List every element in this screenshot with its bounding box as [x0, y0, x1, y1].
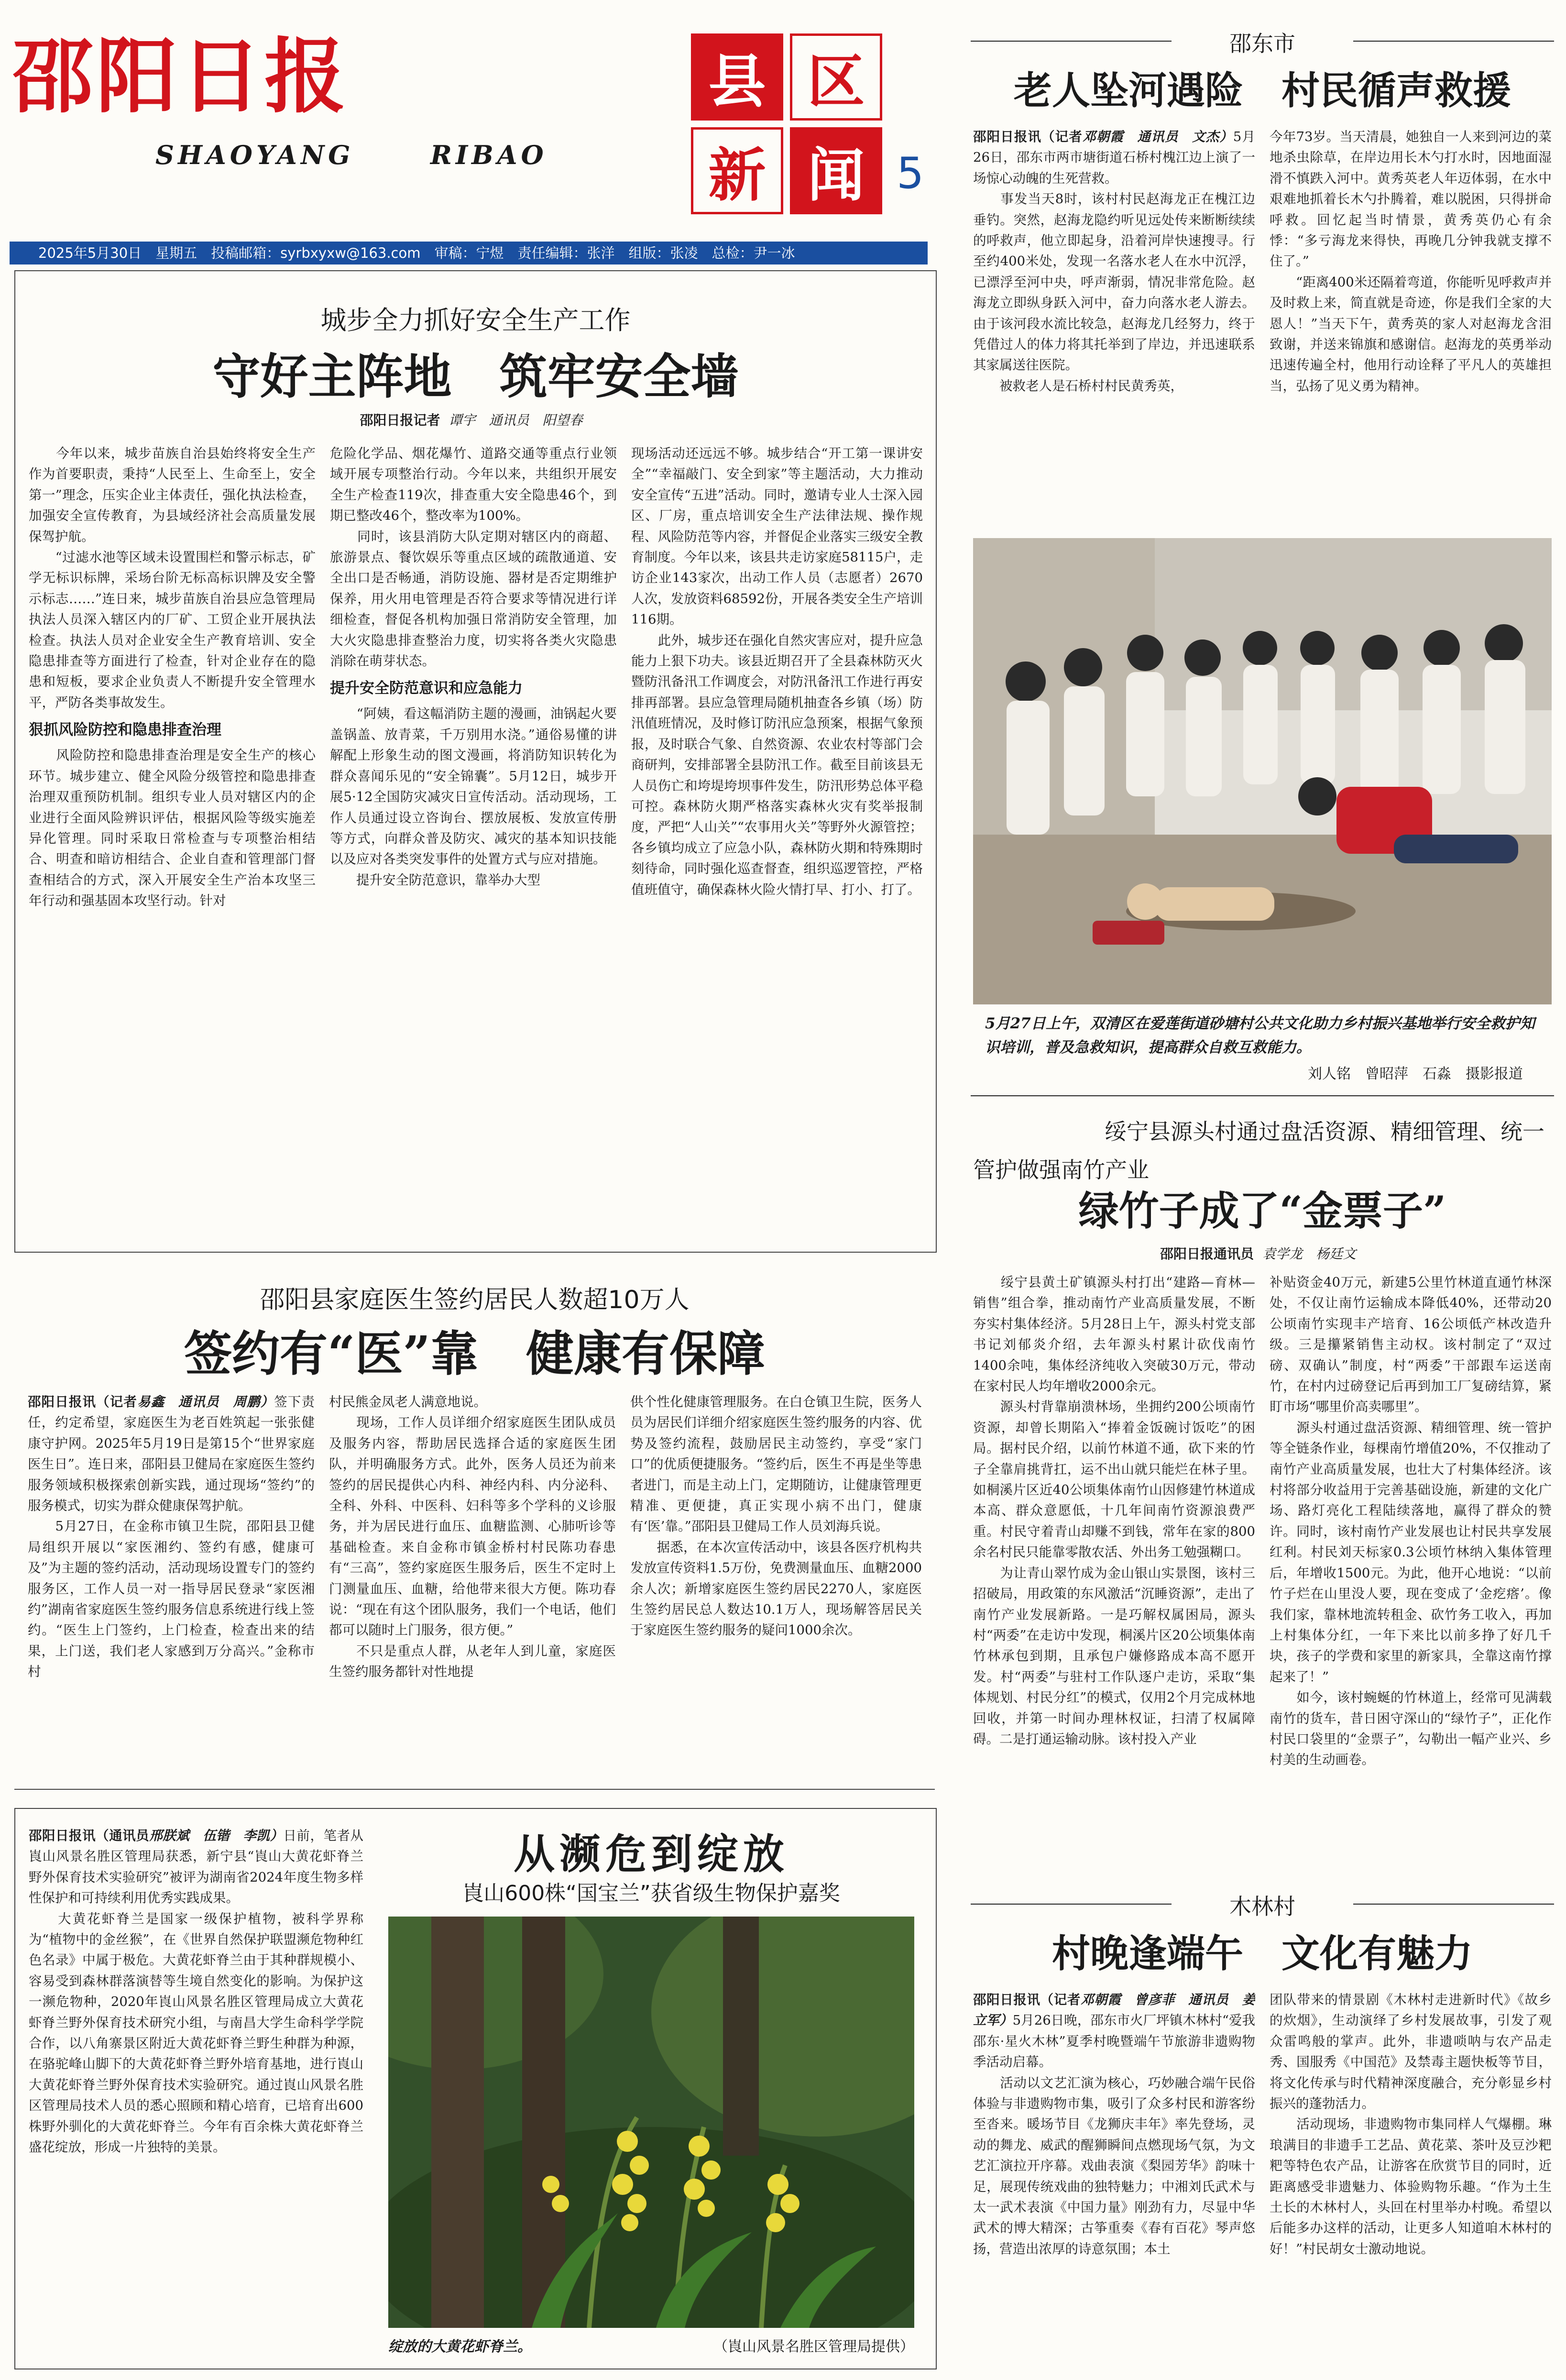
photo-first-aid	[973, 538, 1552, 1004]
article-safety-byline	[15, 410, 936, 429]
byline-label: 邵阳日报讯（记者	[973, 129, 1083, 144]
byline-label: 邵阳日报通讯员	[1160, 1246, 1254, 1262]
body-text	[29, 1826, 363, 2158]
orchid-caption-row	[388, 2335, 914, 2359]
article-orchid-subhead: 崀山600株“国宝兰”获省级生物保护嘉奖	[462, 1881, 840, 1906]
body-text: 团队带来的情景剧《木林村走进新时代》《故乡的炊烟》，生动演绎了乡村发展故事，引发了观众雷鸣般的掌声。此外，非遗唢呐与农产品走秀、国服秀《中国范》及禁毒主题快板等节目，将文化传承与时代精神深度融合，充分彰显乡村振兴的蓬勃活力。 活动现场，非遗购物市集同样人气爆棚。琳琅满目的非遗手工艺品、黄花菜、茶叶及豆沙粑粑等特色农产品，让游客在欣赏节目的同时，近距离感受非遗魅力、体验购物乐趣。“作为土生土长的木林村人，头回在村里举办村晚。希望以后能多办这样的活动，让更多人知道咱木林村的好！”村民胡女士激动地说。	[1270, 1992, 1552, 2257]
masthead-title: 邵阳日报	[12, 29, 349, 124]
first-aid-caption: 5月27日上午，双清区在爱莲街道砂塘村公共文化助力乡村振兴基地举行安全救护知识培训，普及急救知识，提高群众自救互救能力。	[985, 1015, 1535, 1056]
article-orchid-col	[29, 1826, 363, 2357]
section-char-4: 闻	[790, 127, 882, 214]
article-bamboo-headline: 绿竹子成了“金票子”	[1078, 1187, 1446, 1234]
byline-names: 邢朕斌 伍锴 李凯）	[149, 1828, 284, 1843]
masthead-pinyin-2: RIBAO	[430, 140, 548, 170]
byline-label: 邵阳日报记者	[360, 412, 440, 428]
section-char-3: 新	[691, 127, 783, 214]
info-bar-text: 2025年5月30日 星期五 投稿邮箱：syrbxyxw@163.com 审稿：宁煜 责任编辑：张洋 组版：张凌 总检：尹一冰	[38, 245, 795, 261]
section-block	[691, 33, 882, 209]
body-text: 绥宁县黄土矿镇源头村打出“建路—育林—销售”组合拳，推动南竹产业高质量发展，不断夯实村集体经济。5月28日上午，源头村党支部书记刘郁炎介绍，去年源头村累计砍伐南竹1400余吨，集体经济纯收入突破30万元，带动在家村民人均年增收2000余元。 源头村背靠崩溃林场，坐拥约200公顷南竹资源，却曾长期陷入“捧着金饭碗讨饭吃”的困局。据村民介绍，以前竹林道不通，砍下来的竹子全靠肩挑背扛，运不出山就只能烂在林子里。如桐溪片区近40公顷集体南竹山因修建竹林道成本高、群众意愿低，十几年间南竹资源浪费严重。村民守着青山却赚不到钱，常年在家的800余名村民只能靠零散农活、外出务工勉强糊口。 为让青山翠竹成为金山银山实景图，该村三招破局，用政策的东风激活“沉睡资源”，走出了南竹产业发展新路。一是巧解权属困局，源头村“两委”在走访中发现，桐溪片区20公顷集体南竹林承包到期，且承包户嫌修路成本高不愿开发。村“两委”与驻村工作队逐户走访，采取“集体规划、村民分红”的模式，仅用2个月完成林地回收，并第一时间办理林权证，扫清了权属障碍。二是打通运输动脉。该村投入产业	[973, 1275, 1255, 1747]
article-bamboo-kicker-1: 绥宁县源头村通过盘活资源、精细管理、统一	[1105, 1119, 1544, 1145]
body-text: 今年以来，城步苗族自治县始终将安全生产作为首要职责，秉持“人民至上、生命至上，安全第一”理念，压实企业主体责任，强化执法检查，加强安全宣传教育，为县域经济社会高质量发展保驾护航。 “过滤水池等区域未设置围栏和警示标志，矿学无标识标牌，采场台阶无标高标识牌及安全警示标志……”连日来，城步苗族自治县应急管理局执法人员深入辖区内的厂矿、工贸企业开展执法检查。执法人员对企业安全生产教育培训、安全隐患排查等方面进行了检查，针对企业存在的隐患和短板，要求企业负责人不断提升安全管理水平，严防各类事故发生。	[29, 446, 316, 710]
byline-label: 邵阳日报讯（记者	[973, 1992, 1081, 2007]
first-aid-credit: 刘人铭 曾昭萍 石淼 摄影报道	[1308, 1066, 1523, 1082]
article-safety-col-3	[631, 443, 923, 1247]
article-safety-col-1	[29, 443, 316, 1247]
article-bamboo-kicker-2: 管护做强南竹产业	[973, 1157, 1149, 1183]
body-text-lead: 签下责任，约定希望，家庭医生为老百姓筑起一张张健康守护网。2025年5月19日是第15个“世界家庭医生日”。连日来，邵阳县卫健局在家庭医生签约服务领域积极探索创新实践，通过现场“签约”的服务模式，切实为群众健康保驾护航。 5月27日，在金称市镇卫生院，邵阳县卫健局组织开展以“家医湘约、签约有感，健康可及”为主题的签约活动，活动现场设置专门的签约服务区，工作人员一对一指导居民登录“家医湘约”湖南省家庭医生签约服务信息系统进行线上签约。“医生上门签约，上门检查，检查出来的结果，上门送，我们老人家感到万分高兴。”金称市村	[28, 1394, 315, 1680]
byline-names: 谭宇 通讯员 阳望春	[449, 412, 583, 428]
section-tag-shaodong	[971, 26, 1554, 55]
body-text	[28, 1392, 315, 1683]
article-safety-col-2	[330, 443, 617, 1247]
article-family-doctor-col-2	[329, 1392, 616, 1774]
orchid-photo	[388, 1917, 914, 2328]
masthead-pinyin-1: SHAOYANG	[155, 140, 354, 170]
article-orchid	[14, 1808, 937, 2369]
article-rescue-col-1	[973, 127, 1255, 509]
article-family-doctor-col-3	[630, 1392, 922, 1774]
article-village-gala-col-1	[973, 1990, 1255, 2372]
orchid-caption: 绽放的大黄花虾脊兰。	[388, 2338, 532, 2355]
body-text-lead: 5月26日，邵东市两市塘街道石桥村槐江边上演了一场惊心动魄的生死营救。 事发当天8时，该村村民赵海龙正在槐江边垂钓。突然，赵海龙隐约听见远处传来断断续续的呼救声，他立即起身，沿着河岸快速搜寻。行至约400米处，发现一名落水老人在水中沉浮，已漂浮至河中央，呼声渐弱，情况非常危险。赵海龙立即纵身跃入河中，奋力向落水老人游去。由于该河段水流比较急，赵海龙几经努力，终于凭借过人的体力将其托举到了岸边，并迅速联系其家属送往医院。 被救老人是石桥村村民黄秀英，	[973, 129, 1255, 394]
article-rescue-col-2	[1270, 127, 1552, 509]
section-char-1: 县	[691, 33, 783, 121]
subheading: 提升安全防范意识和应急能力	[330, 680, 523, 697]
body-text: “阿姨，看这幅消防主题的漫画，油锅起火要盖锅盖、放青菜，千万别用水浇。”通俗易懂的讲解配上形象生动的图文漫画，将消防知识转化为群众喜闻乐见的“安全锦囊”。5月12日，城步开展5·12全国防灾减灾日宣传活动。活动现场，工作人员通过设立咨询台、摆放展板、发放宣传册等方式，向群众普及防灾、减灾的基本知识技能以及应对各类突发事件的处置方式与应对措施。 提升安全防范意识，靠举办大型	[330, 706, 617, 888]
byline-names: 邓朝霞 通讯员 文杰）	[1083, 129, 1233, 144]
article-bamboo-byline	[971, 1244, 1554, 1263]
body-text-lead: 日前，笔者从崀山风景名胜区管理局获悉，新宁县“崀山大黄花虾脊兰野外保育技术实验研究”被评为湖南省2024年度生物多样性保护和可持续利用优秀实践成果。 大黄花虾脊兰是国家一级保护植物，被科学界称为“植物中的金丝猴”，在《世界自然保护联盟濒危物种红色名录》中属于极危。大黄花虾脊兰由于其种群规模小、容易受到森林群落演替等生境自然变化的影响。为保护这一濒危物种，2020年崀山风景名胜区管理局成立大黄花虾脊兰野外保育技术研究小组，与南昌大学生命科学学院合作，以八角寨景区附近大黄花虾脊兰野生种群为种源，在骆驼峰山脚下的大黄花虾脊兰野外培育基地，进行崀山大黄花虾脊兰野外保育技术实验研究。通过崀山风景名胜区管理局技术人员的悉心照顾和精心培育，已培育出600株野外驯化的大黄花虾脊兰。今年有百余株大黄花虾脊兰盛花绽放，形成一片独特的美景。	[29, 1828, 363, 2155]
byline-names: 袁学龙 杨廷文	[1262, 1246, 1357, 1262]
article-safety	[14, 270, 937, 1253]
article-village-gala-headline: 村晚逢端午 文化有魅力	[1052, 1931, 1473, 1976]
section-char-2: 区	[790, 33, 882, 121]
orchid-credit: （崀山风景名胜区管理局提供）	[713, 2338, 914, 2355]
section-tag-label: 木林村	[1229, 1894, 1295, 1919]
byline-names: 邓朝霞 曾彦菲 通讯员 姜立军）	[973, 1992, 1255, 2028]
body-text	[973, 1990, 1255, 2259]
body-text: 危险化学品、烟花爆竹、道路交通等重点行业领域开展专项整治行动。今年以来，共组织开展安全生产检查119次，排查重大安全隐患46个，到期已整改46个，整改率为100%。 同时，该县消防大队定期对辖区内的商超、旅游景点、餐饮娱乐等重点区域的疏散通道、安全出口是否畅通，消防设施、器材是否定期维护保养，用火用电管理是否符合要求等情况进行详细检查，督促各机构加强日常消防安全管理，加大火灾隐患排查整治力度，切实将各类火灾隐患消除在萌芽状态。	[330, 446, 617, 669]
byline-label: 邵阳日报讯（记者	[28, 1394, 137, 1410]
first-aid-photo-image	[973, 538, 1552, 1004]
article-orchid-headline: 从濒危到绽放	[514, 1830, 789, 1878]
body-text	[973, 127, 1255, 397]
body-text: 供个性化健康管理服务。在白仓镇卫生院，医务人员为居民们详细介绍家庭医生签约服务的内容、优势及签约流程，鼓励居民主动签约，享受“家门口”的优质便捷服务。“签约后，医生不再是坐等患者进门，而是主动上门，定期随访，让健康管理更精准、更便捷，真正实现小病不出门，健康有‘医’靠。”邵阳县卫健局工作人员刘海兵说。 据悉，在本次宣传活动中，该县各医疗机构共发放宣传资料1.5万份，免费测量血压、血糖2000余人次；新增家庭医生签约居民2270人，家庭医生签约居民总人数达10.1万人，现场解答居民关于家庭医生签约服务的疑问1000余次。	[630, 1394, 922, 1638]
article-family-doctor	[14, 1263, 935, 1790]
section-tag-mulin	[971, 1889, 1554, 1918]
body-text: 补贴资金40万元，新建5公里竹林道直通竹林深处，不仅让南竹运输成本降低40%，还带动20公顷南竹实现丰产培育、16公顷低产林改造升级。三是攥紧销售主动权。该村制定了“双过磅、双确认”制度，村“两委”干部跟车运送南竹，在村内过磅登记后再到加工厂复磅结算，紧盯市场“哪里价高卖哪里”。 源头村通过盘活资源、精细管理、统一管护等全链条作业，每棵南竹增值20%，不仅推动了南竹产业高质量发展，也壮大了村集体经济。该村将部分收益用于完善基础设施，新建的文化广场、路灯亮化工程陆续落地，赢得了群众的赞许。同时，该村南竹产业发展也让村民共享发展红利。村民刘天标家0.3公顷竹林纳入集体管理后，年增收1500元。为此，他开心地说：“以前竹子烂在山里没人要，现在变成了‘金疙瘩’。像我们家，靠林地流转租金、砍竹务工收入，再加上村集体分红，一年下来比以前多挣了好几千块，孩子的学费和家里的新家具，全靠这南竹撑起来了！” 如今，该村蜿蜒的竹林道上，经常可见满载南竹的货车，昔日困守深山的“绿竹子”，正化作村民口袋里的“金票子”，勾勒出一幅产业兴、乡村美的生动画卷。	[1270, 1275, 1552, 1768]
article-rescue-headline: 老人坠河遇险 村民循声救援	[1014, 68, 1511, 113]
info-bar	[10, 242, 928, 264]
subheading: 狠抓风险防控和隐患排查治理	[29, 721, 221, 739]
article-safety-kicker: 城步全力抓好安全生产工作	[320, 305, 631, 335]
body-text-lead: 5月26日晚，邵东市火厂坪镇木林村“爱我邵东·星火木林”夏季村晚暨端午节旅游非遗购物季活动启幕。 活动以文艺汇演为核心，巧妙融合端午民俗体验与非遗购物市集，吸引了众多村民和游客纷至沓来。暖场节目《龙狮庆丰年》率先登场，灵动的舞龙、威武的醒狮瞬间点燃现场气氛，为文艺汇演拉开序幕。戏曲表演《梨园芳华》韵味十足，展现传统戏曲的独特魅力；中湘刘氏武术与太一武术表演《中国力量》刚劲有力，尽显中华武术的博大精深；古筝重奏《春有百花》琴声悠扬，营造出浓厚的诗意氛围；本土	[973, 2013, 1255, 2257]
byline-label: 邵阳日报讯（通讯员	[29, 1828, 150, 1843]
orchid-photo-image	[388, 1917, 914, 2328]
article-bamboo-col-1	[973, 1272, 1255, 1951]
article-family-doctor-kicker: 邵阳县家庭医生签约居民人数超10万人	[260, 1286, 690, 1314]
article-family-doctor-headline: 签约有“医”靠 健康有保障	[184, 1325, 766, 1382]
article-safety-headline: 守好主阵地 筑牢安全墙	[212, 348, 739, 405]
article-bamboo-col-2	[1270, 1272, 1552, 1951]
body-text: 现场活动还远远不够。城步结合“开工第一课讲安全”“幸福敲门、安全到家”等主题活动，大力推动安全宣传“五进”活动。同时，邀请专业人士深入园区、厂房，重点培训安全生产法律法规、操作规程、风险防范等内容，并督促企业落实三级安全教育制度。今年以来，该县共走访家庭58115户，走访企业143家次，出动工作人员（志愿者）2670人次，发放资料68592份，开展各类安全生产培训116期。 此外，城步还在强化自然灾害应对，提升应急能力上狠下功夫。该县近期召开了全县森林防灭火暨防汛备汛工作调度会，对防汛备汛工作进行再安排再部署。县应急管理局随机抽查各乡镇（场）防汛值班情况，及时修订防汛应急预案，根据气象预报，及时联合气象、自然资源、农业农村等部门会商研判，安排部署全县防汛工作。截至目前该县无人员伤亡和垮堤垮坝事件发生，防汛形势总体平稳可控。森林防火期严格落实森林火灾有奖举报制度，严把“人山关”“农事用火关”等野外火源管控；各乡镇均成立了应急小队，森林防火期和特殊期时刻待命，同时强化巡查督查，组织巡逻管控，严格值班值守，确保森林火险火情打早、打小、打了。	[631, 446, 923, 897]
masthead	[10, 14, 971, 263]
body-text: 村民熊金凤老人满意地说。 现场，工作人员详细介绍家庭医生团队成员及服务内容，帮助居民选择合适的家庭医生团队，并明确服务方式。此外，医务人员还为前来签约的居民提供心内科、神经内科、内分泌科、全科、外科、中医科、妇科等多个学科的义诊服务，并为居民进行血压、血糖监测、心肺听诊等基础检查。来自金称市镇金桥村村民陈功春患有“三高”，签约家庭医生服务后，医生不定时上门测量血压、血糖，给他带来很大方便。陈功春说：“现在有这个团队服务，我们一个电话，他们都可以随时上门服务，很方便。” 不只是重点人群，从老年人到儿童，家庭医生签约服务都针对性地提	[329, 1394, 616, 1680]
article-village-gala-col-2	[1270, 1990, 1552, 2372]
page-number: 5	[897, 148, 924, 198]
body-text: 风险防控和隐患排查治理是安全生产的核心环节。城步建立、健全风险分级管控和隐患排查治理双重预防机制。组织专业人员对辖区内的企业进行全面风险辨识评估，根据风险等级实施差异化管理。同时采取日常检查与专项整治相结合、明查和暗访相结合、企业自查和管理部门督查相结合的方式，深入开展安全生产治本攻坚三年行动和强基固本攻坚行动。针对	[29, 748, 316, 909]
byline-names: 易鑫 通讯员 周鹏）	[137, 1394, 274, 1410]
section-tag-label: 邵东市	[1229, 31, 1295, 56]
body-text: 今年73岁。当天清晨，她独自一人来到河边的菜地杀虫除草，在岸边用长木勺打水时，因地面湿滑不慎跌入河中。黄秀英老人年迈体弱，在水中艰难地抓着长木勺扑腾着，难以脱困，只得拼命呼救。回忆起当时情景，黄秀英仍心有余悸：“多亏海龙来得快，再晚几分钟我就支撑不住了。” “距离400米还隔着弯道，你能听见呼救声并及时救上来，简直就是奇迹，你是我们全家的大恩人！”当天下午，黄秀英的家人对赵海龙含泪致谢，并送来锦旗和感谢信。赵海龙的英勇举动迅速传遍全村，他用行动诠释了平凡人的英雄担当，弘扬了见义勇为精神。	[1270, 129, 1552, 394]
article-family-doctor-col-1	[28, 1392, 315, 1774]
